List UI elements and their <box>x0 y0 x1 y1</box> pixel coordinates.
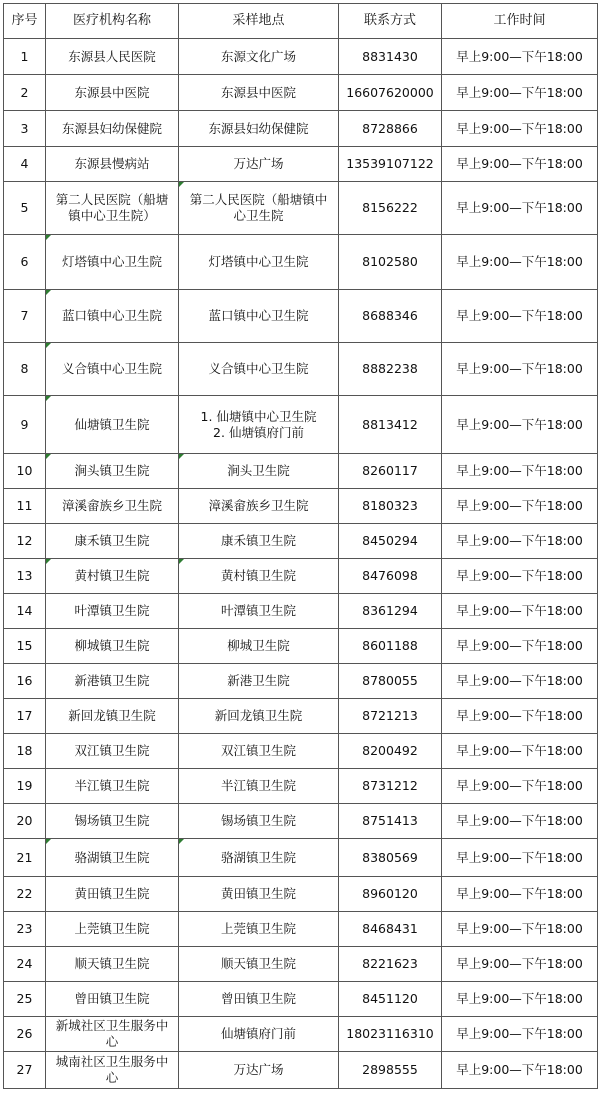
row-number: 19 <box>4 769 46 804</box>
sampling-site <box>179 396 339 454</box>
table-row <box>4 1017 598 1052</box>
sampling-site <box>179 839 339 877</box>
working-hours: 早上9:00—下午18:00 <box>442 290 598 343</box>
phone-number: 8688346 <box>339 290 442 343</box>
phone-number: 16607620000 <box>339 75 442 111</box>
working-hours: 早上9:00—下午18:00 <box>442 147 598 182</box>
table-row <box>4 1052 598 1089</box>
institution-name-line: 东源县慢病站 <box>74 156 150 171</box>
institution-name-line: 康禾镇卫生院 <box>74 533 150 548</box>
institution-name-line: 第二人民医院（船塘 <box>55 192 169 207</box>
phone-number: 8960120 <box>339 877 442 912</box>
row-number: 18 <box>4 734 46 769</box>
institution-name <box>46 39 179 75</box>
institution-name-line: 新回龙镇卫生院 <box>68 708 156 723</box>
header-row <box>4 4 598 39</box>
header-hours: 工作时间 <box>442 4 598 39</box>
institution-name-line: 新港镇卫生院 <box>74 673 150 688</box>
site-line: 涧头卫生院 <box>227 463 290 478</box>
institution-name-line: 义合镇中心卫生院 <box>61 361 162 376</box>
site-line: 半江镇卫生院 <box>220 778 296 793</box>
institution-name-line: 蓝口镇中心卫生院 <box>61 308 162 323</box>
header-phone: 联系方式 <box>339 4 442 39</box>
working-hours: 早上9:00—下午18:00 <box>442 769 598 804</box>
institution-name <box>46 111 179 147</box>
sampling-site <box>179 454 339 489</box>
institution-name <box>46 1052 179 1089</box>
table-row <box>4 454 598 489</box>
table-row <box>4 524 598 559</box>
working-hours: 早上9:00—下午18:00 <box>442 343 598 396</box>
sampling-site <box>179 75 339 111</box>
institution-name <box>46 147 179 182</box>
sampling-site <box>179 524 339 559</box>
site-line: 万达广场 <box>233 1062 284 1077</box>
working-hours: 早上9:00—下午18:00 <box>442 559 598 594</box>
row-number: 2 <box>4 75 46 111</box>
institution-name-line: 上莞镇卫生院 <box>74 921 150 936</box>
working-hours: 早上9:00—下午18:00 <box>442 111 598 147</box>
institution-name-line: 黄田镇卫生院 <box>74 886 150 901</box>
working-hours: 早上9:00—下午18:00 <box>442 1017 598 1052</box>
sampling-site <box>179 912 339 947</box>
row-number: 13 <box>4 559 46 594</box>
row-number: 17 <box>4 699 46 734</box>
site-line: 心卫生院 <box>233 208 284 223</box>
site-line: 黄田镇卫生院 <box>220 886 296 901</box>
sampling-site <box>179 39 339 75</box>
site-line: 黄村镇卫生院 <box>220 568 296 583</box>
site-line: 义合镇中心卫生院 <box>208 361 309 376</box>
institution-name-line: 东源县妇幼保健院 <box>61 120 162 136</box>
table-row <box>4 877 598 912</box>
sampling-site <box>179 699 339 734</box>
table-row <box>4 182 598 235</box>
phone-number: 8468431 <box>339 912 442 947</box>
working-hours: 早上9:00—下午18:00 <box>442 947 598 982</box>
site-line: 上莞镇卫生院 <box>220 921 296 936</box>
row-number: 8 <box>4 343 46 396</box>
sampling-site <box>179 182 339 235</box>
phone-number: 18023116310 <box>339 1017 442 1052</box>
row-number: 11 <box>4 489 46 524</box>
sampling-site <box>179 594 339 629</box>
working-hours: 早上9:00—下午18:00 <box>442 877 598 912</box>
working-hours: 早上9:00—下午18:00 <box>442 982 598 1017</box>
institution-name-line: 柳城镇卫生院 <box>74 638 150 653</box>
working-hours: 早上9:00—下午18:00 <box>442 396 598 454</box>
institution-name <box>46 235 179 290</box>
institution-name <box>46 947 179 982</box>
sampling-site <box>179 734 339 769</box>
sampling-site <box>179 1017 339 1052</box>
institution-name-line: 东源县中医院 <box>74 84 150 100</box>
row-number: 6 <box>4 235 46 290</box>
phone-number: 8451120 <box>339 982 442 1017</box>
phone-number: 8882238 <box>339 343 442 396</box>
institution-name <box>46 594 179 629</box>
phone-number: 8380569 <box>339 839 442 877</box>
institution-name <box>46 396 179 454</box>
site-line: 东源县中医院 <box>220 84 296 100</box>
site-line: 漳溪畲族乡卫生院 <box>208 498 309 513</box>
table-row <box>4 804 598 839</box>
institution-name <box>46 699 179 734</box>
institution-name-line: 顺天镇卫生院 <box>74 956 150 971</box>
site-line: 锡场镇卫生院 <box>220 813 296 828</box>
institution-name-line: 新城社区卫生服务中 <box>55 1018 169 1033</box>
institution-name-line: 曾田镇卫生院 <box>74 991 150 1006</box>
phone-number: 8751413 <box>339 804 442 839</box>
institution-name-line: 仙塘镇卫生院 <box>74 416 150 432</box>
table-row <box>4 982 598 1017</box>
phone-number: 8102580 <box>339 235 442 290</box>
institution-name-line: 骆湖镇卫生院 <box>74 849 150 865</box>
sampling-site <box>179 982 339 1017</box>
phone-number: 8728866 <box>339 111 442 147</box>
header-institution: 医疗机构名称 <box>46 4 179 39</box>
institution-name-line: 心 <box>105 1070 119 1085</box>
institution-name <box>46 290 179 343</box>
institution-name <box>46 877 179 912</box>
site-line: 康禾镇卫生院 <box>220 533 296 548</box>
institution-name-line: 心 <box>105 1034 119 1049</box>
phone-number: 13539107122 <box>339 147 442 182</box>
site-line: 骆湖镇卫生院 <box>220 849 296 865</box>
site-line: 曾田镇卫生院 <box>220 991 296 1006</box>
row-number: 7 <box>4 290 46 343</box>
table-row <box>4 396 598 454</box>
institution-name <box>46 1017 179 1052</box>
row-number: 3 <box>4 111 46 147</box>
working-hours: 早上9:00—下午18:00 <box>442 489 598 524</box>
row-number: 21 <box>4 839 46 877</box>
working-hours: 早上9:00—下午18:00 <box>442 699 598 734</box>
institution-name-line: 城南社区卫生服务中 <box>55 1054 169 1069</box>
institution-name-line: 涧头镇卫生院 <box>74 463 150 478</box>
site-line: 蓝口镇中心卫生院 <box>208 308 309 323</box>
sampling-site <box>179 1052 339 1089</box>
header-site: 采样地点 <box>179 4 339 39</box>
working-hours: 早上9:00—下午18:00 <box>442 594 598 629</box>
table-row <box>4 594 598 629</box>
site-line: 东源县妇幼保健院 <box>208 120 309 136</box>
institution-name <box>46 769 179 804</box>
institution-name-line: 叶潭镇卫生院 <box>74 603 150 618</box>
institution-name-line: 黄村镇卫生院 <box>74 568 150 583</box>
site-line: 仙塘镇府门前 <box>220 1026 296 1041</box>
row-number: 27 <box>4 1052 46 1089</box>
phone-number: 8450294 <box>339 524 442 559</box>
phone-number: 8731212 <box>339 769 442 804</box>
table-row <box>4 947 598 982</box>
sampling-site <box>179 877 339 912</box>
institution-name <box>46 982 179 1017</box>
working-hours: 早上9:00—下午18:00 <box>442 182 598 235</box>
row-number: 12 <box>4 524 46 559</box>
institution-name <box>46 75 179 111</box>
row-number: 4 <box>4 147 46 182</box>
row-number: 22 <box>4 877 46 912</box>
site-line: 柳城卫生院 <box>227 638 290 653</box>
row-number: 23 <box>4 912 46 947</box>
working-hours: 早上9:00—下午18:00 <box>442 734 598 769</box>
institution-name <box>46 489 179 524</box>
row-number: 1 <box>4 39 46 75</box>
row-number: 14 <box>4 594 46 629</box>
phone-number: 8476098 <box>339 559 442 594</box>
sampling-site <box>179 290 339 343</box>
institution-name <box>46 912 179 947</box>
table-row <box>4 489 598 524</box>
sampling-site <box>179 559 339 594</box>
table-row <box>4 147 598 182</box>
institution-name-line: 镇中心卫生院） <box>68 208 156 223</box>
row-number: 9 <box>4 396 46 454</box>
site-line: 灯塔镇中心卫生院 <box>208 254 309 269</box>
table-row <box>4 769 598 804</box>
institution-name-line: 半江镇卫生院 <box>74 778 150 793</box>
institution-name <box>46 524 179 559</box>
working-hours: 早上9:00—下午18:00 <box>442 524 598 559</box>
table-row <box>4 839 598 877</box>
row-number: 15 <box>4 629 46 664</box>
table-row <box>4 290 598 343</box>
sampling-site <box>179 947 339 982</box>
working-hours: 早上9:00—下午18:00 <box>442 75 598 111</box>
institution-name <box>46 664 179 699</box>
table-row <box>4 39 598 75</box>
working-hours: 早上9:00—下午18:00 <box>442 629 598 664</box>
site-line: 顺天镇卫生院 <box>220 956 296 971</box>
site-line: 双江镇卫生院 <box>220 743 296 758</box>
site-line: 新回龙镇卫生院 <box>214 708 303 723</box>
sampling-site <box>179 343 339 396</box>
working-hours: 早上9:00—下午18:00 <box>442 912 598 947</box>
phone-number: 8260117 <box>339 454 442 489</box>
header-no: 序号 <box>4 4 46 39</box>
table-row <box>4 75 598 111</box>
institution-name <box>46 454 179 489</box>
phone-number: 8601188 <box>339 629 442 664</box>
phone-number: 8813412 <box>339 396 442 454</box>
institution-name <box>46 182 179 235</box>
sampling-site <box>179 629 339 664</box>
institution-name <box>46 629 179 664</box>
phone-number: 8780055 <box>339 664 442 699</box>
institution-name <box>46 839 179 877</box>
institution-name-line: 双江镇卫生院 <box>74 743 150 758</box>
site-line: 东源文化广场 <box>220 48 296 64</box>
institution-name <box>46 804 179 839</box>
phone-number: 8721213 <box>339 699 442 734</box>
institution-name <box>46 343 179 396</box>
institution-name <box>46 734 179 769</box>
sampling-site <box>179 235 339 290</box>
row-number: 20 <box>4 804 46 839</box>
table-row <box>4 912 598 947</box>
sampling-sites-table <box>3 3 598 1089</box>
phone-number: 8831430 <box>339 39 442 75</box>
phone-number: 2898555 <box>339 1052 442 1089</box>
table-row <box>4 699 598 734</box>
row-number: 25 <box>4 982 46 1017</box>
site-line: 叶潭镇卫生院 <box>220 603 296 618</box>
institution-name-line: 漳溪畲族乡卫生院 <box>61 498 162 513</box>
row-number: 5 <box>4 182 46 235</box>
table-row <box>4 629 598 664</box>
sampling-site <box>179 489 339 524</box>
sampling-site <box>179 111 339 147</box>
phone-number: 8200492 <box>339 734 442 769</box>
sampling-site <box>179 769 339 804</box>
site-line: 新港卫生院 <box>227 673 290 688</box>
phone-number: 8180323 <box>339 489 442 524</box>
working-hours: 早上9:00—下午18:00 <box>442 804 598 839</box>
phone-number: 8156222 <box>339 182 442 235</box>
sampling-site <box>179 664 339 699</box>
working-hours: 早上9:00—下午18:00 <box>442 1052 598 1089</box>
sampling-site <box>179 147 339 182</box>
row-number: 26 <box>4 1017 46 1052</box>
table-row <box>4 343 598 396</box>
site-line: 2. 仙塘镇府门前 <box>213 424 304 440</box>
row-number: 24 <box>4 947 46 982</box>
row-number: 10 <box>4 454 46 489</box>
table-row <box>4 235 598 290</box>
institution-name-line: 东源县人民医院 <box>68 48 156 64</box>
table-row <box>4 111 598 147</box>
table-row <box>4 734 598 769</box>
table-row <box>4 664 598 699</box>
table-row <box>4 559 598 594</box>
institution-name <box>46 559 179 594</box>
institution-name-line: 灯塔镇中心卫生院 <box>61 254 162 269</box>
working-hours: 早上9:00—下午18:00 <box>442 664 598 699</box>
row-number: 16 <box>4 664 46 699</box>
working-hours: 早上9:00—下午18:00 <box>442 39 598 75</box>
site-line: 第二人民医院（船塘镇中 <box>189 192 328 207</box>
institution-name-line: 锡场镇卫生院 <box>74 813 150 828</box>
working-hours: 早上9:00—下午18:00 <box>442 839 598 877</box>
phone-number: 8221623 <box>339 947 442 982</box>
working-hours: 早上9:00—下午18:00 <box>442 235 598 290</box>
site-line: 1. 仙塘镇中心卫生院 <box>200 408 317 424</box>
site-line: 万达广场 <box>233 156 284 171</box>
sampling-site <box>179 804 339 839</box>
phone-number: 8361294 <box>339 594 442 629</box>
working-hours: 早上9:00—下午18:00 <box>442 454 598 489</box>
